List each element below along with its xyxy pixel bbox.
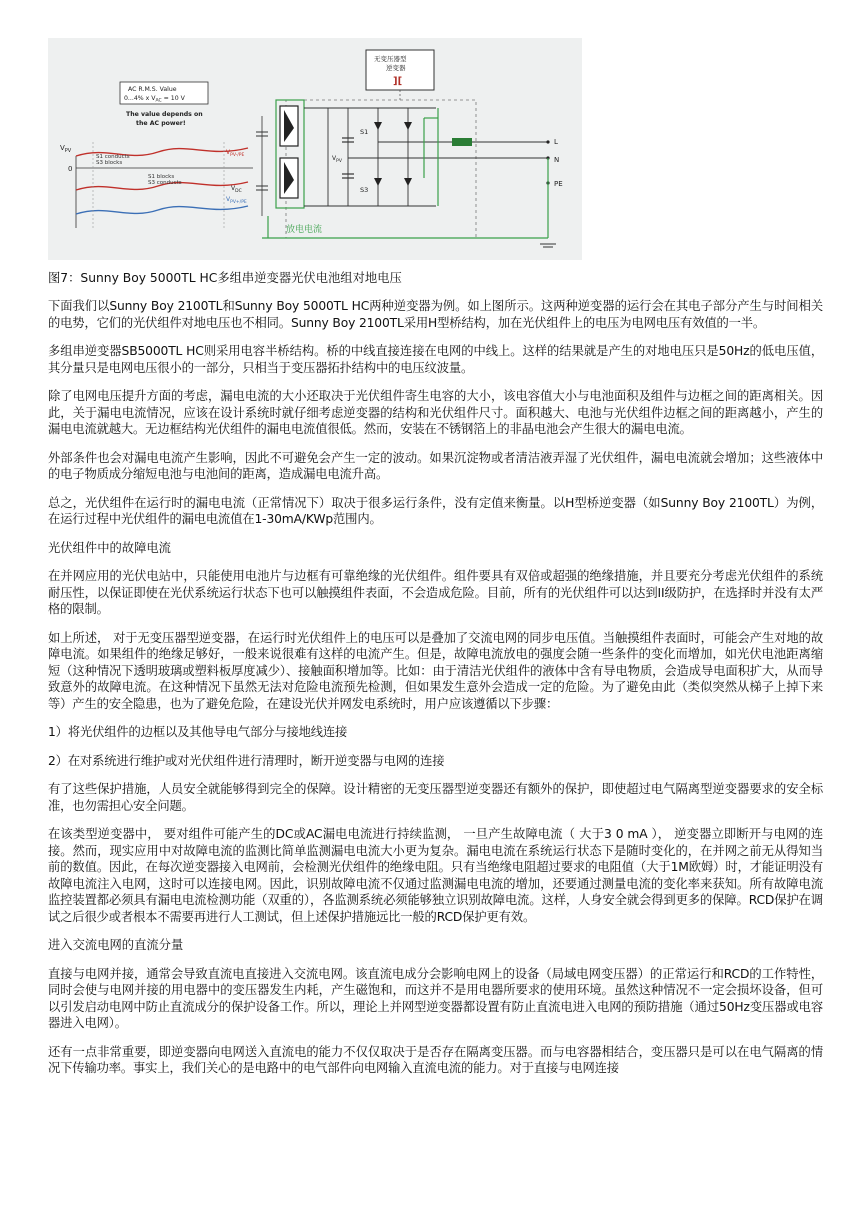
paragraph-5: 总之，光伏组件在运行时的漏电电流（正常情况下）取决于很多运行条件，没有定值来衡量。以H型桥逆变器（如Sunny Boy 2100TL）为例，在运行过程中光伏组件的漏电电流值在1-30mA/KWp范围内。 bbox=[48, 495, 823, 526]
switch-s3 bbox=[360, 156, 382, 206]
inverter-box-title-2: 逆变器 bbox=[386, 64, 406, 72]
document-page bbox=[48, 38, 823, 1077]
bridge-leg-2-diode-b-icon bbox=[404, 178, 412, 186]
terminal-L bbox=[546, 140, 549, 143]
pv-panel-top bbox=[280, 106, 298, 146]
bridge-leg-2-diode-icon bbox=[404, 122, 412, 130]
s3-diode-icon bbox=[374, 178, 382, 186]
note-line-1: AC R.M.S. Value bbox=[128, 86, 177, 93]
parasitic-capacitor-left bbox=[256, 116, 268, 216]
ac-rms-note bbox=[120, 82, 208, 127]
label-s3: S3 bbox=[360, 186, 369, 194]
label-vdc: $V_{DC}$ bbox=[231, 185, 242, 194]
output-inductor-icon bbox=[452, 138, 472, 146]
label-vpv-mid: $V_{PV}$ bbox=[332, 155, 342, 164]
transformer-symbol-icon: ][ bbox=[393, 76, 403, 87]
paragraph-3: 除了电网电压提升方面的考虑，漏电电流的大小还取决于光伏组件寄生电容的大小，该电容值大小与电池面积及组件与边框之间的距离相关。因此，关于漏电电流情况，应该在设计系统时就仔细考虑逆变器的结构和光伏组件尺寸。面积越大、电池与光伏组件边框之间的距离越小，产生的漏电电流就越大。无边框结构光伏组件的漏电电流值很低。然而，安装在不锈钢箔上的非晶电池会产生很大的漏电电流。 bbox=[48, 389, 823, 436]
label-PE: PE bbox=[554, 180, 563, 188]
step-2: 2）在对系统进行维护或对光伏组件进行清理时，断开逆变器与电网的连接 bbox=[48, 753, 445, 768]
label-L: L bbox=[554, 138, 558, 146]
section-heading-fault-current: 光伏组件中的故障电流 bbox=[48, 540, 171, 555]
note-line-2: 0...4% x $V_{AC} = 10$ V bbox=[124, 95, 185, 104]
label-vpv-plus: $V_{PV+/PE}$ bbox=[226, 196, 247, 205]
circuit-figure bbox=[48, 38, 582, 260]
paragraph-9: 在该类型逆变器中， 要对组件可能产生的DC或AC漏电电流进行持续监测， 一旦产生故障电流（ 大于3 0 mA ）， 逆变器立即断开与电网的连接。然而，现实应用中对故障电流的监测比简单监测漏电电流大小更为复杂。漏电电流在系统运行状态下是随时变化的，在并网之前无从得知当前的数值。因此，在每次逆变器接入电网前，会检测光伏组件的绝缘电阻。只有当绝缘电阻超过要求的电阻值（大于1M欧姆）时，才能证明没有故障电流注入电网，这时可以连接电网。因此，识别故障电流不仅通过监测漏电电流的增加，还要通过测量电流的变化率来获知。所有故障电流监控装置都必须具有漏电电流检测功能（双重的），各监测系统必须能够独立识别故障电流。这样，人身安全就会得到更多的保障。RCD保护在调试之后很少或者根本不需要再进行人工测试，但上述保护措施远比一般的RCD保护更有效。 bbox=[48, 827, 823, 924]
inverter-enclosure bbox=[286, 100, 476, 238]
paragraph-2: 多组串逆变器SB5000TL HC则采用电容半桥结构。桥的中线直接连接在电网的中线上。这样的结果就是产生的对地电压只是50Hz的低电压值，其分量只是电网电压很小的一部分，只相当于变压器拓扑结构中的电压纹波量。 bbox=[48, 344, 823, 375]
paragraph-4: 外部条件也会对漏电电流产生影响，因此不可避免会产生一定的波动。如果沉淀物或者清洁液弄湿了光伏组件，漏电电流就会增加；这些液体中的电子物质成分缩短电池与电池间的距离，造成漏电电流升高。 bbox=[48, 450, 823, 481]
paragraph-8: 有了这些保护措施，人员安全就能够得到完全的保障。设计精密的无变压器型逆变器还有额外的保护，即使超过电气隔离型逆变器要求的安全标准，也勿需担心安全问题。 bbox=[48, 782, 823, 813]
label-N: N bbox=[554, 156, 560, 164]
label-zero: 0 bbox=[68, 165, 73, 173]
label-discharge-current: 放电电流 bbox=[286, 225, 323, 235]
paragraph-1: 下面我们以Sunny Boy 2100TL和Sunny Boy 5000TL HC两种逆变器为例。如上图所示。这两种逆变器的运行会在其电子部分产生与时间相关的电势，它们的光伏组件对地电压也不相同。Sunny Boy 2100TL采用H型桥结构，加在光伏组件上的电压为电网电压有效值的一半。 bbox=[48, 299, 823, 330]
pv-panel-bottom bbox=[280, 158, 298, 198]
vpv-plus-curve bbox=[76, 206, 248, 214]
paragraph-10: 直接与电网并接，通常会导致直流电直接进入交流电网。该直流电成分会影响电网上的设备（局域电网变压器）的正常运行和RCD的工作特性，同时会使与电网并接的用电器中的变压器发生内耗，产生磁饱和，而这并不是用电器所要求的使用环境。虽然这种情况不一定会损坏设备，但可以引发启动电网中防止直流成分的保护设备工作。所以，理论上并网型逆变器都设置有防止直流电进入电网的预防措施（通过50Hz变压器或电容器进入电网）。 bbox=[48, 966, 823, 1030]
voltage-waveform-plot bbox=[60, 142, 253, 228]
section-heading-dc-component: 进入交流电网的直流分量 bbox=[48, 938, 184, 952]
note-line-3: The value depends on bbox=[126, 111, 203, 118]
label-s1-blocks: S1 blocks bbox=[148, 174, 175, 180]
paragraph-6: 在并网应用的光伏电站中，只能使用电池片与边框有可靠绝缘的光伏组件。组件要具有双倍或超强的绝缘措施，并且要充分考虑光伏组件的系统耐压性，以保证即使在光伏系统运行状态下也可以触摸组件表面，不会造成危险。目前，所有的光伏组件可以达到II级防护，在选择时并没有太严格的限制。 bbox=[48, 569, 823, 616]
label-s1-conducts: S1 conducts bbox=[96, 154, 130, 160]
label-vpv-left: $V_{PV}$ bbox=[60, 144, 72, 154]
label-s1: S1 bbox=[360, 128, 369, 136]
label-vpv-minus: $V_{PV-/PE}$ bbox=[226, 149, 245, 158]
dc-link-capacitors bbox=[342, 108, 354, 206]
label-s3-blocks: S3 blocks bbox=[96, 160, 123, 166]
note-line-4: the AC power! bbox=[136, 120, 186, 127]
step-1: 1）将光伏组件的边框以及其他导电气部分与接地线连接 bbox=[48, 725, 348, 739]
figure-caption: 图7：Sunny Boy 5000TL HC多组串逆变器光伏电池组对地电压 bbox=[48, 271, 402, 285]
switch-s1 bbox=[360, 108, 382, 156]
paragraph-11: 还有一点非常重要，即逆变器向电网送入直流电的能力不仅仅取决于是否存在隔离变压器。而与电容器相结合，变压器只是可以在电气隔离的情况下传输功率。事实上，我们关心的是电路中的电气部件向电网输入直流电流的能力。对于直接与电网连接 bbox=[48, 1044, 823, 1075]
label-s3-conducts: S3 conducts bbox=[148, 180, 182, 186]
s1-diode-icon bbox=[374, 122, 382, 130]
circuit-diagram bbox=[48, 38, 582, 260]
inverter-box-title-1: 无变压器型 bbox=[374, 55, 407, 63]
paragraph-7: 如上所述， 对于无变压器型逆变器，在运行时光伏组件上的电压可以是叠加了交流电网的同步电压值。当触摸组件表面时，可能会产生对地的故障电流。如果组件的绝缘足够好，一般来说很难有这样的电流产生。但是，故障电流放电的强度会随一些条件的变化而增加，如光伏电池距离缩短（这种情况下透明玻璃或塑料板厚度减少）、接触面积增加等。比如：由于清洁光伏组件的液体中含有导电物质，会造成导电面积扩大，从而导致意外的故障电流。在这种情况下虽然无法对危险电流预先检测，但如果发生意外会造成一定的危险。为了避免由此（类似突然从梯子上掉下来等）产生的安全隐患，也为了避免危险，在建设光伏并网发电系统时，用户应该遵循以下步骤： bbox=[48, 630, 823, 711]
inverter-label-box bbox=[366, 50, 434, 100]
